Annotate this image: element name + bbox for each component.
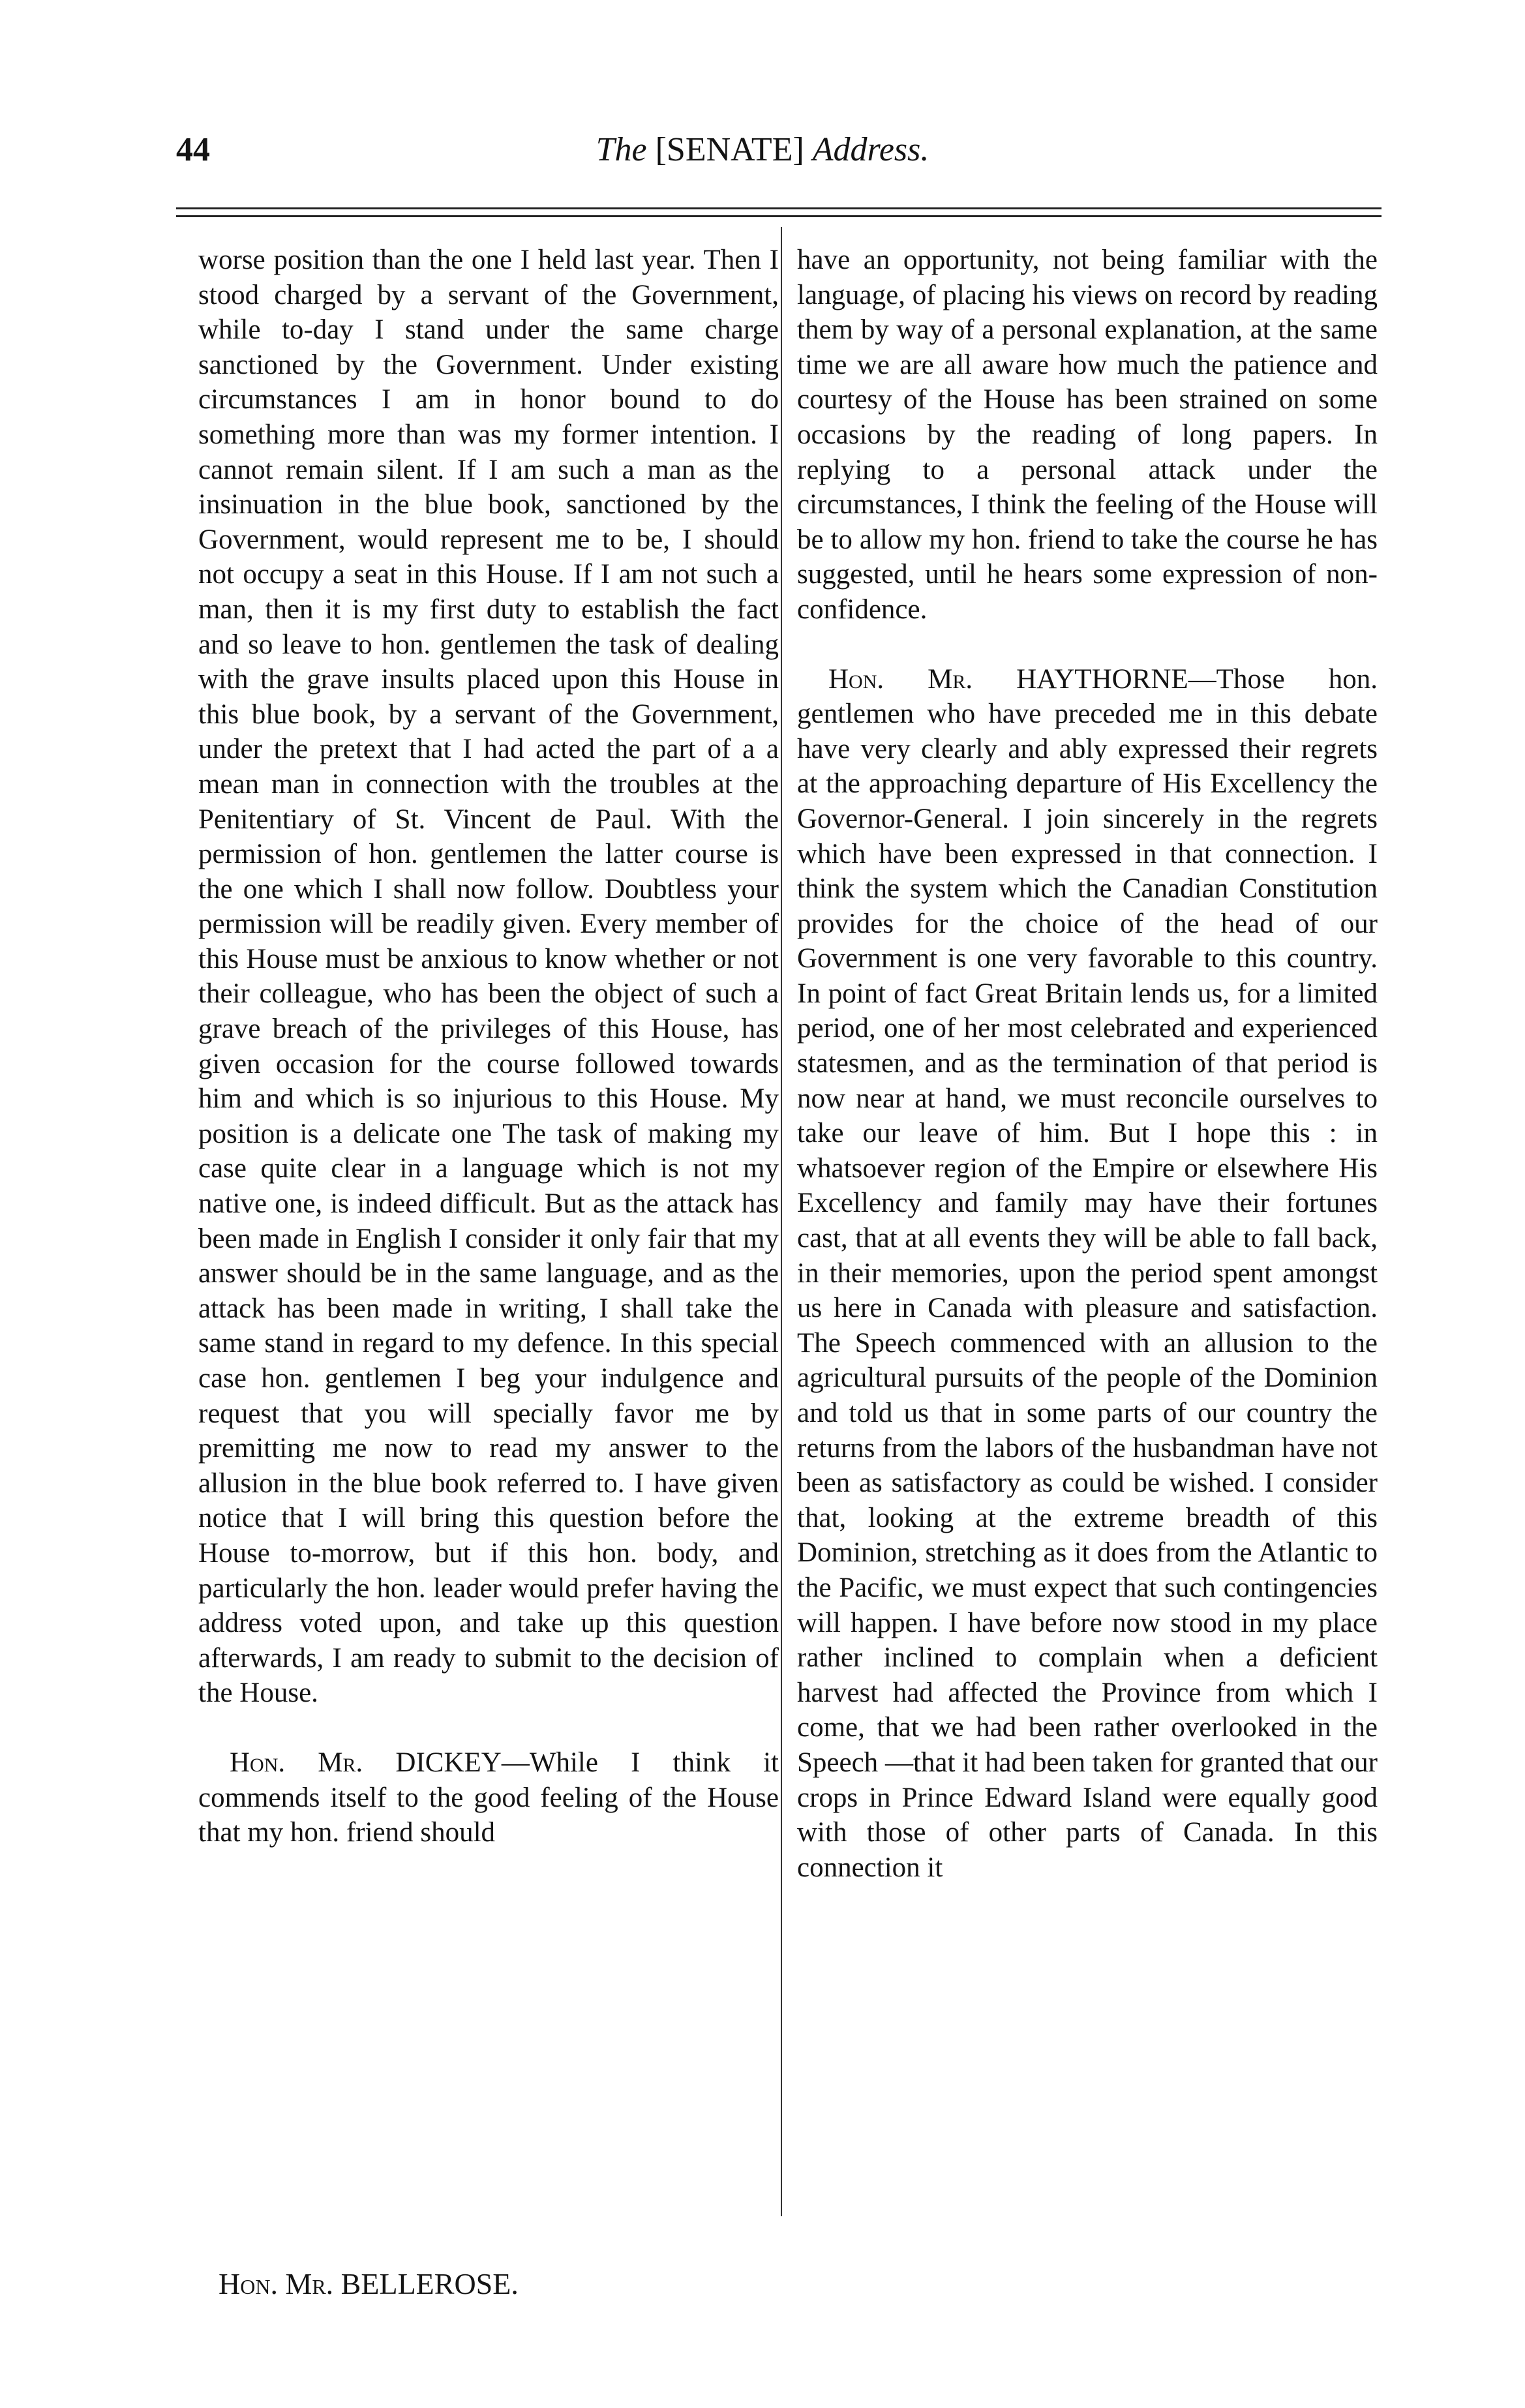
title-chamber: [SENATE] — [655, 131, 804, 168]
header-rule-bottom — [176, 215, 1382, 217]
footer-speaker: Hon. Mr. BELLEROSE. — [219, 2267, 519, 2300]
speech-dickey — [198, 1745, 779, 1850]
column-divider — [781, 227, 782, 2216]
speech-text: —While I think it commends itself to the good feeling of the House that my hon. friend should — [198, 1747, 779, 1848]
title-suffix: Address. — [812, 131, 929, 168]
running-title — [0, 130, 1525, 169]
right-column — [797, 243, 1378, 1885]
header-rule-top — [176, 207, 1382, 209]
page-number: 44 — [176, 131, 210, 168]
speech-text: —Those hon. gentlemen who have preceded me in this debate have very clearly and ably expressed their regrets at the approaching departure of His Excellency the Governor-General. I join sincerely in the regrets which have been expressed in that connection. I think the system which the Canadian Constitution provides for the choice of the head of our Government is one very favorable to this country. In point of fact Great Britain lends us, for a limited period, one of her most celebrated and experienced statesmen, and as the termination of that period is now near at hand, we must reconcile ourselves to take our leave of him. But I hope this : in whatsoever region of the Empire or elsewhere His Excellency and family may have their fortunes cast, that at all events they will be able to fall back, in their memories, upon the period spent amongst us here in Canada with pleasure and satisfaction. The Speech commenced with an allusion to the agricultural pursuits of the people of the Dominion and told us that in some parts of our country the returns from the labors of the husbandman have not been as satisfactory as could be wished. I consider that, looking at the extreme breadth of this Dominion, stretching as it does from the Atlantic to the Pacific, we must expect that such contingencies will happen. I have before now stood in my place rather inclined to complain when a deficient harvest had affected the Province from which I come, that we had been rather overlooked in the Speech —that it had been taken for granted that our crops in Prince Edward Island were equally good with those of other parts of Canada. In this connection it — [797, 663, 1378, 1883]
running-header — [0, 130, 1525, 176]
speaker-name: Hon. Mr. HAYTHORNE — [828, 663, 1188, 695]
speaker-name: Hon. Mr. DICKEY — [230, 1747, 502, 1778]
left-paragraph-1: worse position than the one I held last year. Then I stood charged by a servant of the Government, while to-day I stand under the same charge sanctioned by the Government. Under existing circumstances I am in honor bound to do something more than was my former intention. I cannot remain silent. If I am such a man as the insinuation in the blue book, sanctioned by the Government, would represent me to be, I should not occupy a seat in this House. If I am not such a man, then it is my first duty to establish the fact and so leave to hon. gentlemen the task of dealing with the grave insults placed upon this House in this blue book, by a servant of the Government, under the pretext that I had acted the part of a a mean man in connection with the troubles at the Penitentiary of St. Vincent de Paul. With the permission of hon. gentlemen the latter course is the one which I shall now follow. Doubtless your permission will be readily given. Every member of this House must be anxious to know whether or not their colleague, who has been the object of such a grave breach of the privileges of this House, has given occasion for the course followed towards him and which is so injurious to this House. My position is a delicate one The task of making my case quite clear in a language which is not my native one, is indeed difficult. But as the attack has been made in English I consider it only fair that my answer should be in the same language, and as the attack has been made in writing, I shall take the same stand in regard to my defence. In this special case hon. gentlemen I beg your indulgence and request that you will specially favor me by premitting me now to read my answer to the allusion in the blue book referred to. I have given notice that I will bring this question before the House to-morrow, but if this hon. body, and particularly the hon. leader would prefer having the address voted upon, and take up this question afterwards, I am ready to submit to the decision of the House. — [198, 245, 779, 1709]
title-prefix: The — [596, 131, 647, 168]
speech-haythorne — [797, 662, 1378, 1886]
left-column — [198, 243, 779, 1850]
right-paragraph-1: have an opportunity, not being familiar with the language, of placing his views on record by reading them by way of a personal explanation, at the same time we are all aware how much the patience and courtesy of the House has been strained on some occasions by the reading of long papers. In replying to a personal attack under the circumstances, I think the feeling of the House will be to allow my hon. friend to take the course he has suggested, until he hears some expression of non-confidence. — [797, 245, 1378, 625]
